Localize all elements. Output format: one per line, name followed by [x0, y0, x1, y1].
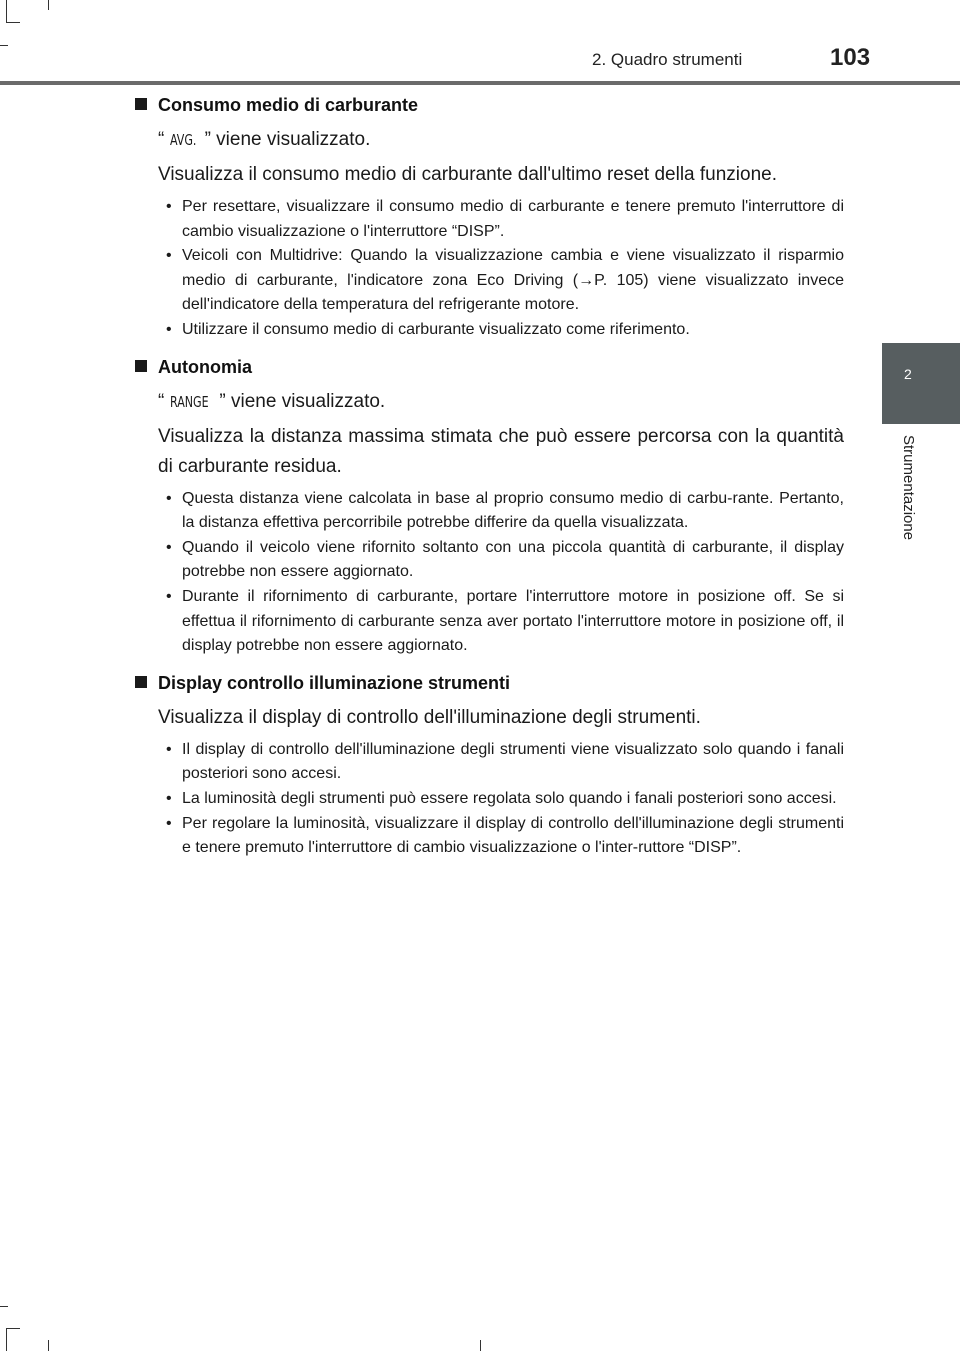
page-content: [132, 95, 844, 875]
crop-mark: [48, 1340, 49, 1351]
crop-mark: [6, 1328, 20, 1329]
bullet-list: [132, 195, 844, 343]
list-item: • Utilizzare il consumo medio di carburante visualizzato come riferimento.: [132, 318, 844, 343]
list-item: • Quando il veicolo viene rifornito soltanto con una piccola quantità di carburante, il display potrebbe non essere aggiornato.: [132, 536, 844, 585]
display-label-chip: AVG.: [170, 131, 197, 149]
display-label-suffix: ” viene visualizzato.: [204, 129, 371, 150]
square-bullet-icon: [135, 676, 147, 688]
display-label-suffix: ” viene visualizzato.: [219, 390, 386, 412]
square-bullet-icon: [135, 98, 147, 110]
display-label-chip: RANGE: [170, 392, 209, 411]
bullet-list: [132, 738, 844, 861]
crop-mark: [6, 22, 20, 23]
crop-mark: [0, 1306, 8, 1307]
list-item: • Veicoli con Multidrive: Quando la visualizzazione cambia e viene visualizzato il risparmio medio di carburante, l'indicatore zona Eco Driving (→P. 105) viene visualizzato invece dell'indicatore della temperatura del refrigerante motore.: [132, 244, 844, 318]
section-description: Visualizza la distanza massima stimata che può essere percorsa con la quantità di carburante residua.: [158, 425, 844, 477]
section-heading-text: Display controllo illuminazione strumenti: [158, 672, 511, 693]
crop-mark: [480, 1340, 481, 1351]
display-label-line: “ RANGE ” viene visualizzato.: [132, 387, 844, 417]
section-heading: [132, 95, 844, 116]
crop-mark: [48, 0, 49, 10]
square-bullet-icon: [135, 360, 147, 372]
list-item: • Durante il rifornimento di carburante, portare l'interruttore motore in posizione off. Se si effettua il rifornimento di carburante senza aver portato l'interruttore motore in posizione off, il display potrebbe non essere aggiornato.: [132, 585, 844, 659]
list-item: • Il display di controllo dell'illuminazione degli strumenti viene visualizzato solo quando i fanali posteriori sono accesi.: [132, 738, 844, 787]
display-label-line: “ AVG. ” viene visualizzato.: [132, 125, 844, 155]
crop-mark: [6, 1328, 7, 1351]
list-item: • Per resettare, visualizzare il consumo medio di carburante e tenere premuto l'interruttore di cambio visualizzazione o l'interruttore “DISP”.: [132, 195, 844, 244]
list-item: • La luminosità degli strumenti può essere regolata solo quando i fanali posteriori sono accesi.: [132, 787, 844, 812]
section-illumination: [132, 673, 844, 861]
list-item: • Per regolare la luminosità, visualizzare il display di controllo dell'illuminazione degli strumenti e tenere premuto l'interruttore di cambio visualizzazione o l'inter-ruttore “DISP”.: [132, 812, 844, 861]
list-item: • Questa distanza viene calcolata in base al proprio consumo medio di carbu-rante. Pertanto, la distanza effettiva percorribile potrebbe differire da quella visualizzata.: [132, 487, 844, 536]
section-heading-text: Autonomia: [158, 356, 252, 377]
section-heading-text: Consumo medio di carburante: [158, 95, 419, 115]
header-section-title: 2. Quadro strumenti: [592, 50, 743, 69]
section-heading: [132, 357, 844, 378]
section-description: Visualizza il consumo medio di carburante dall'ultimo reset della funzione.: [158, 164, 777, 185]
crop-mark: [6, 0, 7, 22]
chapter-tab: [882, 343, 960, 424]
section-range: [132, 357, 844, 659]
crop-mark: [0, 45, 8, 46]
chapter-tab-label: Strumentazione: [900, 435, 917, 541]
section-average-fuel: [132, 95, 844, 343]
header-rule: [0, 81, 960, 85]
chapter-tab-number: 2: [904, 366, 912, 382]
page-number: 103: [830, 44, 871, 71]
bullet-list: [132, 487, 844, 659]
section-description: Visualizza il display di controllo dell'illuminazione degli strumenti.: [158, 706, 701, 728]
section-heading: [132, 673, 844, 694]
